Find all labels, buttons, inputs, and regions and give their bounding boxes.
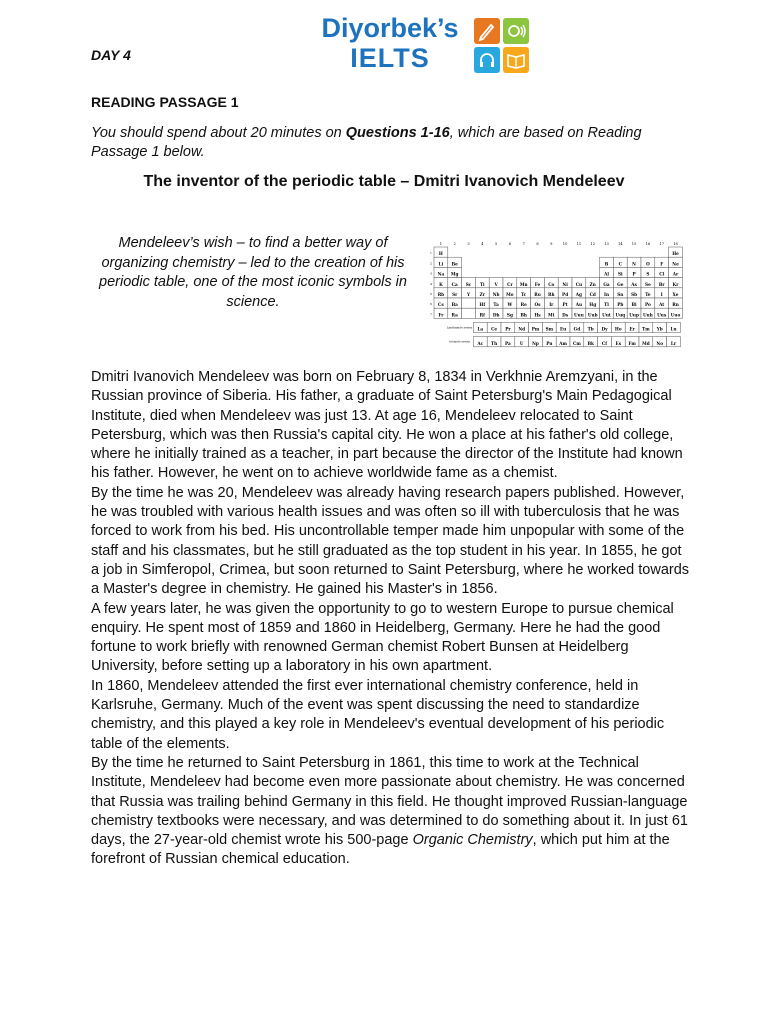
element-symbol: Cf	[601, 340, 608, 346]
element-symbol: Tc	[521, 292, 527, 297]
group-number: 16	[645, 242, 651, 246]
group-number: 4	[481, 242, 484, 246]
element-symbol: Sm	[545, 326, 554, 332]
element-symbol: Pm	[531, 326, 540, 332]
paragraph: In 1860, Mendeleev attended the first ever international chemistry conference, held in Karlsruhe, Germany. Much of the event was spent discussing the need to standardize chemistry, and this played a key role in Mendeleev's eventual development of his periodic table of the elements.	[91, 677, 665, 752]
paragraph: Dmitri Ivanovich Mendeleev was born on February 8, 1834 in Verkhnie Aremzyani, in the Russian province of Siberia. His father, a graduate of Saint Petersburg's Main Pedagogical Institute, died when Mendeleev was just 13. At age 16, Mendeleev relocated to Saint Petersburg, which was then Russia's capital city. He won a place at his father's old college, where he initially trained as a teacher, in part because the director of the Institute had known his father. However, he went on to achieve worldwide fame as a chemist.	[91, 369, 683, 482]
element-symbol: Mg	[450, 271, 459, 277]
element-symbol: Cs	[438, 302, 444, 308]
element-symbol: Mo	[506, 292, 514, 297]
element-symbol: Lr	[670, 340, 677, 346]
element-symbol: Gd	[573, 326, 581, 332]
element-symbol: B	[604, 261, 609, 267]
book-title: Organic Chemistry	[412, 832, 533, 849]
element-symbol: Th	[491, 340, 498, 346]
element-symbol: Zr	[479, 292, 485, 297]
element-symbol: Pu	[546, 340, 553, 346]
element-symbol: Db	[492, 312, 500, 318]
element-cell	[462, 298, 476, 308]
element-symbol: Os	[534, 302, 541, 308]
element-symbol: Ho	[614, 326, 622, 332]
element-symbol: U	[519, 340, 524, 346]
article-body	[91, 368, 691, 870]
element-symbol: Bk	[587, 340, 594, 346]
paragraph: By the time he was 20, Mendeleev was already having research papers published. However, he was troubled with various health issues and was often so ill with tuberculosis that he was forced to work from his bed. His uncontrollable temper made him unpopular with some of the staff and his classmates, but he still graduated as the top student in his year. In 1855, he got a job in Simferopol, Crimea, but soon returned to Saint Petersburg, where he worked towards a Master's degree in chemistry. He gained his Master's in 1856.	[91, 484, 690, 598]
element-symbol: Pr	[505, 326, 511, 332]
group-number: 17	[659, 242, 664, 246]
element-symbol: Fm	[628, 340, 636, 346]
element-symbol: Uub	[587, 312, 598, 318]
element-symbol: Rb	[437, 292, 445, 297]
element-symbol: Sc	[465, 281, 472, 287]
speaking-icon	[503, 18, 529, 44]
period-number: 5	[430, 292, 432, 296]
element-symbol: Pb	[617, 302, 624, 308]
group-number: 7	[522, 242, 525, 246]
element-symbol: Bh	[520, 312, 527, 318]
period-number: 3	[430, 271, 432, 276]
element-symbol: Uut	[602, 312, 611, 318]
element-symbol: Ni	[562, 281, 568, 287]
period-number: 4	[430, 281, 432, 286]
group-number: 12	[590, 242, 595, 246]
element-symbol: Sr	[452, 292, 458, 297]
element-symbol: Zn	[589, 281, 596, 287]
article-title: The inventor of the periodic table – Dmitri Ivanovich Mendeleev	[143, 173, 625, 190]
element-symbol: As	[631, 281, 637, 287]
element-symbol: Si	[617, 271, 623, 277]
period-number: 7	[430, 312, 432, 317]
group-number: 15	[631, 242, 637, 246]
element-symbol: Lu	[670, 326, 677, 332]
element-symbol: Ag	[575, 292, 582, 297]
element-symbol: Ds	[562, 312, 569, 318]
element-symbol: Fe	[534, 281, 541, 287]
element-symbol: Xe	[672, 292, 679, 297]
pull-quote: Mendeleev’s wish – to find a better way of organizing chemistry – led to the creation of his periodic table, one of the most iconic symbols in science.	[99, 235, 407, 310]
element-symbol: Ca	[451, 281, 458, 287]
element-symbol: Md	[642, 340, 650, 346]
group-number: 9	[550, 242, 553, 246]
element-symbol: Fr	[438, 312, 444, 318]
element-symbol: Ru	[534, 292, 541, 297]
element-symbol: Be	[451, 261, 458, 267]
group-number: 8	[536, 242, 539, 246]
paragraph: By the time he returned to Saint Petersburg in 1861, this time to work at the Technical Institute, Mendeleev had become even more passionate about chemistry. He was concerned that Russia was trailing behind Germany in this field. He thought improved Russian-language chemistry textbooks were necessary, and was determined to do something about it. In just 61 days, the 27-year-old chemist wrote his 500-page Organic Chemistry, which put him at the forefront of Russian chemical education.	[91, 754, 688, 868]
group-number: 11	[576, 242, 582, 246]
element-symbol: W	[507, 302, 513, 308]
element-symbol: Hg	[589, 302, 597, 308]
actinide-label: Actinide series	[448, 339, 470, 344]
passage-heading: READING PASSAGE 1	[91, 94, 239, 110]
reading-icon	[503, 47, 529, 73]
element-symbol: Am	[559, 340, 567, 346]
element-symbol: Re	[520, 302, 527, 308]
element-symbol: Ar	[672, 271, 679, 277]
element-symbol: Pt	[562, 302, 568, 308]
element-symbol: Eu	[559, 326, 567, 332]
element-cell	[462, 308, 476, 318]
group-number: 13	[604, 242, 609, 246]
element-symbol: Uus	[657, 312, 667, 318]
paragraph: A few years later, he was given the opportunity to go to western Europe to pursue chemical enquiry. He spent most of 1859 and 1860 in Heidelberg, Germany. Here he had the good fortune to work briefly with renowned German chemist Robert Bunsen at Heidelberg University, before setting up a laboratory in his own apartment.	[91, 600, 674, 675]
element-symbol: N	[632, 261, 637, 267]
element-symbol: La	[477, 326, 484, 332]
element-symbol: Te	[645, 292, 651, 297]
element-symbol: Br	[658, 281, 665, 287]
writing-icon	[474, 18, 500, 44]
element-symbol: Rf	[479, 312, 485, 318]
periodic-table-figure	[428, 237, 684, 362]
element-symbol: Y	[467, 292, 470, 297]
element-symbol: Nd	[518, 326, 526, 332]
element-symbol: Au	[575, 302, 583, 308]
element-symbol: H	[438, 251, 443, 257]
day-label: DAY 4	[91, 47, 131, 63]
element-symbol: Na	[437, 271, 445, 277]
element-symbol: P	[632, 271, 636, 277]
element-symbol: Sg	[506, 312, 513, 318]
element-symbol: Co	[548, 281, 555, 287]
element-symbol: I	[660, 292, 663, 297]
element-symbol: Dy	[601, 326, 608, 332]
element-symbol: Uuq	[615, 312, 626, 318]
element-symbol: Bi	[631, 302, 637, 308]
brand-name: Diyorbek’s	[321, 13, 459, 43]
group-number: 5	[494, 242, 498, 246]
group-number: 1	[439, 242, 443, 246]
element-symbol: Yb	[656, 326, 663, 332]
group-number: 2	[453, 242, 456, 246]
element-symbol: Tm	[642, 326, 650, 332]
element-symbol: At	[659, 302, 665, 308]
element-symbol: Uuh	[643, 312, 653, 318]
listening-icon	[474, 47, 500, 73]
group-number: 14	[618, 242, 623, 246]
element-symbol: Al	[604, 271, 609, 277]
element-symbol: Er	[629, 326, 635, 332]
element-symbol: Ac	[477, 340, 484, 346]
element-symbol: Kr	[672, 281, 679, 287]
element-symbol: Se	[645, 281, 651, 287]
element-symbol: Tb	[587, 326, 594, 332]
element-symbol: Ba	[451, 302, 458, 308]
brand-subname: IELTS	[350, 43, 430, 73]
element-symbol: Rh	[548, 292, 555, 297]
element-symbol: Np	[532, 340, 539, 346]
questions-range: Questions 1-16	[345, 125, 450, 141]
element-symbol: Tl	[604, 302, 609, 308]
group-number: 3	[467, 242, 470, 246]
period-number: 6	[430, 302, 432, 307]
element-symbol: C	[618, 261, 622, 267]
element-symbol: Cd	[589, 292, 596, 297]
element-symbol: Nb	[492, 292, 500, 297]
element-symbol: Sb	[631, 292, 638, 297]
element-symbol: V	[494, 281, 498, 287]
lanthanide-label: Lanthanide series	[446, 325, 473, 330]
element-symbol: Pd	[562, 292, 569, 297]
element-symbol: Ra	[451, 312, 458, 318]
element-symbol: Ir	[549, 302, 554, 308]
element-symbol: Ga	[603, 281, 610, 287]
element-symbol: Ne	[672, 261, 679, 267]
element-symbol: Li	[438, 261, 444, 267]
element-symbol: Hs	[534, 312, 541, 318]
element-symbol: Ti	[479, 281, 485, 287]
element-symbol: Po	[644, 302, 651, 308]
element-symbol: Cm	[573, 340, 581, 346]
element-symbol: O	[646, 261, 650, 267]
element-symbol: In	[603, 292, 610, 297]
element-symbol: Uuu	[574, 312, 584, 318]
element-symbol: Sn	[617, 292, 624, 297]
element-symbol: Es	[615, 340, 622, 346]
element-symbol: Ge	[617, 281, 624, 287]
group-number: 6	[508, 242, 512, 246]
group-number: 10	[562, 242, 568, 246]
element-symbol: Mn	[519, 281, 528, 287]
element-symbol: Cr	[507, 281, 513, 287]
element-symbol: Cl	[659, 271, 665, 277]
period-number: 2	[430, 261, 432, 266]
element-symbol: F	[660, 261, 664, 267]
period-number: 1	[430, 251, 432, 256]
element-symbol: Hf	[479, 302, 486, 308]
element-symbol: Ta	[493, 302, 499, 308]
instructions: You should spend about 20 minutes on Questions 1-16, which are based on Reading Passage 1 below.	[91, 125, 642, 160]
element-symbol: Uuo	[670, 312, 681, 318]
element-symbol: Cu	[575, 281, 583, 287]
element-symbol: Pa	[505, 340, 511, 346]
element-symbol: Uup	[629, 312, 639, 318]
element-symbol: Mt	[548, 312, 555, 318]
brand-logo	[310, 13, 535, 77]
element-symbol: Ce	[491, 326, 498, 332]
group-number: 18	[673, 242, 678, 246]
element-symbol: K	[439, 281, 443, 287]
element-symbol: Rn	[672, 302, 679, 308]
element-symbol: He	[672, 251, 679, 257]
element-symbol: S	[646, 271, 650, 277]
element-symbol: No	[656, 340, 664, 346]
